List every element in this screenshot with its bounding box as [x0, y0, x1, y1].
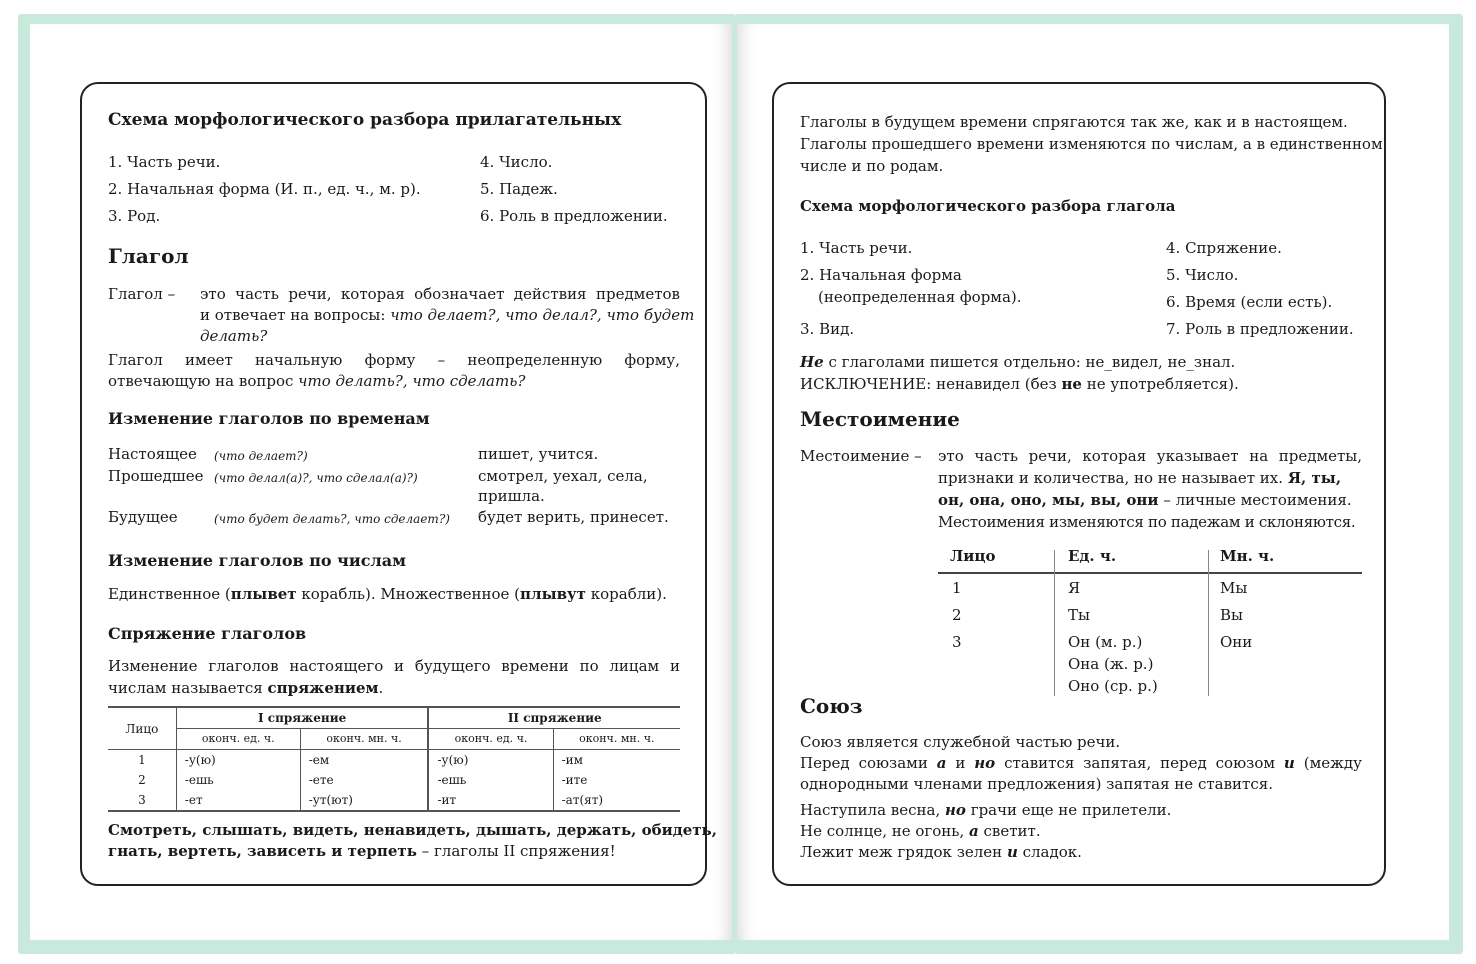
number-text [108, 584, 667, 605]
verb-def-line2b: что делает?, что делал?, что будет [390, 306, 695, 324]
verb-initial-line1: Глагол имеет начальную форму – неопределенную форму, [108, 351, 680, 369]
conj-group2-header: II спряжение [428, 707, 680, 729]
tense-future-examples: будет верить, принесет. [478, 508, 669, 526]
union-example-2 [800, 821, 1041, 842]
union-line2a: Перед союзами [800, 754, 937, 772]
union-line1: Союз является служебной частью речи. [800, 733, 1121, 751]
number-text-p1: Единственное ( [108, 585, 231, 603]
tense-future-question: (что будет делать?, что сделает?) [214, 512, 450, 526]
conj-row-3-c3: -ит [428, 790, 553, 811]
tense-present-examples: пишет, учится. [478, 445, 599, 463]
conj-row-3 [108, 790, 680, 811]
ne-rule-text: с глаголами пишется отдельно: не_видел, не_знал. [823, 353, 1236, 371]
pron-row-3-plural: Они [1220, 633, 1253, 651]
union-a: а [936, 754, 947, 772]
union-example-1 [800, 800, 1171, 821]
pron-row-1-singular: Я [1068, 579, 1081, 597]
conj-sub-1: оконч. ед. ч. [176, 729, 300, 750]
intro-line2: Глаголы прошедшего времени изменяются по числам, а в единственном [800, 135, 1383, 153]
tense-past: Прошедшее [108, 467, 204, 485]
ne-rule-bold: Не [800, 353, 824, 371]
exception-rule [800, 374, 1239, 395]
union-example-2b: а [969, 822, 979, 840]
verb-item-2-cont: (неопределенная форма). [818, 288, 1022, 306]
pron-row-3-person: 3 [952, 633, 962, 651]
tense-present: Настоящее [108, 445, 197, 463]
exception-text1: ненавидел (без [931, 375, 1062, 393]
conj-row-1 [108, 750, 680, 771]
verb-item-3: 3. Вид. [800, 320, 855, 338]
adj-item-1: 1. Часть речи. [108, 153, 221, 171]
left-panel [80, 82, 717, 886]
union-line2 [800, 753, 1362, 774]
conj-row-3-c1: -ет [176, 790, 300, 811]
verb-initial-line2b: что делать?, что сделать? [298, 372, 526, 390]
right-panel [772, 82, 1386, 886]
intro-line3: числе и по родам. [800, 157, 944, 175]
exception-text2: не употребляется). [1081, 375, 1239, 393]
union-line2d: (между [1294, 754, 1362, 772]
conj-row-1-c4: -им [553, 750, 680, 771]
union-title: Союз [800, 694, 863, 718]
pron-divider-2 [1208, 550, 1209, 696]
conj-row-2-c4: -ите [553, 770, 680, 790]
tense-past-examples-2: пришла. [478, 487, 545, 505]
pronoun-line2b: Я, ты, [1287, 469, 1342, 487]
pron-header-singular: Ед. ч. [1068, 547, 1117, 565]
tense-future: Будущее [108, 508, 178, 526]
union-example-1c: грачи еще не прилетели. [965, 801, 1172, 819]
conj-row-1-c3: -у(ю) [428, 750, 553, 771]
conj-def-line2c: . [378, 679, 384, 697]
conj-row-2-c1: -ешь [176, 770, 300, 790]
union-i: и [1283, 754, 1295, 772]
pron-row-3-singular-n: Оно (ср. р.) [1068, 677, 1158, 695]
exceptions-tail: – глаголы II спряжения! [416, 842, 616, 860]
verb-item-4: 4. Спряжение. [1166, 239, 1282, 257]
pron-row-3-singular-m: Он (м. р.) [1068, 633, 1143, 651]
union-example-3 [800, 842, 1082, 863]
pron-header-rule [938, 572, 1362, 574]
tense-past-examples: смотрел, уехал, села, [478, 467, 648, 485]
adj-item-3: 3. Род. [108, 207, 161, 225]
pron-row-2-plural: Вы [1220, 606, 1243, 624]
pronoun-title: Местоимение [800, 407, 960, 431]
adj-item-6: 6. Роль в предложении. [480, 207, 668, 225]
conj-row-2 [108, 770, 680, 790]
pronoun-line3 [938, 490, 1352, 511]
adj-item-4: 4. Число. [480, 153, 553, 171]
union-example-1a: Наступила весна, [800, 801, 945, 819]
verb-scheme-title: Схема морфологического разбора глагола [800, 197, 1176, 215]
union-example-3a: Лежит меж грядок зелен [800, 843, 1007, 861]
pron-row-3-singular-f: Она (ж. р.) [1068, 655, 1154, 673]
verb-def-line2 [200, 305, 694, 326]
union-line2b: и [946, 754, 975, 772]
conj-row-2-c2: -ете [300, 770, 428, 790]
pronoun-line3a: он, она, оно, мы, вы, они [938, 491, 1159, 509]
pronoun-term: Местоимение – [800, 447, 922, 465]
conj-def-line1: Изменение глаголов настоящего и будущего времени по лицам и [108, 657, 680, 675]
verb-def-line1: это часть речи, которая обозначает действия предметов [200, 285, 680, 303]
pron-row-2-person: 2 [952, 606, 962, 624]
adj-item-2: 2. Начальная форма (И. п., ед. ч., м. р). [108, 180, 421, 198]
pron-row-2-singular: Ты [1068, 606, 1090, 624]
union-example-2a: Не солнце, не огонь, [800, 822, 970, 840]
verb-def-line3: делать? [200, 327, 268, 345]
conj-sub-3: оконч. ед. ч. [428, 729, 553, 750]
pron-row-1-plural: Мы [1220, 579, 1248, 597]
conj-row-1-c2: -ем [300, 750, 428, 771]
intro-line1: Глаголы в будущем времени спрягаются так же, как и в настоящем. [800, 113, 1348, 131]
union-example-3b: и [1006, 843, 1018, 861]
pronoun-line1: это часть речи, которая указывает на предметы, [938, 447, 1362, 465]
union-example-2c: светит. [978, 822, 1041, 840]
pronoun-line4: Местоимения изменяются по падежам и склоняются. [938, 513, 1356, 531]
conj-row-3-person: 3 [138, 793, 146, 807]
ne-rule [800, 352, 1235, 373]
verb-def-line2a: и отвечает на вопросы: [200, 306, 391, 324]
tense-present-question: (что делает?) [214, 449, 308, 463]
conjugation-table [108, 706, 680, 812]
pronoun-line2a: признаки и количества, но не называет их. [938, 469, 1288, 487]
union-line3: однородными членами предложения) запятая не ставится. [800, 775, 1273, 793]
conj-def-line2 [108, 678, 383, 699]
verb-def-term: Глагол – [108, 285, 176, 303]
verb-item-5: 5. Число. [1166, 266, 1239, 284]
conj-def-line2a: числам называется [108, 679, 268, 697]
number-text-b1: плывет [230, 585, 297, 603]
pron-header-person: Лицо [950, 547, 996, 565]
exception-label: ИСКЛЮЧЕНИЕ: [800, 375, 932, 393]
tense-past-question: (что делал(а)?, что сделал(а)?) [214, 471, 418, 485]
union-no: но [974, 754, 996, 772]
union-example-1b: но [944, 801, 966, 819]
verb-item-1: 1. Часть речи. [800, 239, 913, 257]
number-text-b2: плывут [520, 585, 586, 603]
adj-title: Схема морфологического разбора прилагательных [108, 110, 622, 130]
verb-item-6: 6. Время (если есть). [1166, 293, 1333, 311]
number-title: Изменение глаголов по числам [108, 551, 407, 570]
tense-title: Изменение глаголов по временам [108, 409, 430, 428]
conj-row-3-c4: -ат(ят) [553, 790, 680, 811]
number-text-p2: корабль). Множественное ( [296, 585, 521, 603]
conj-group1-header: I спряжение [176, 707, 428, 729]
conj-title: Спряжение глаголов [108, 624, 307, 643]
verb-title: Глагол [108, 244, 189, 268]
verb-item-2: 2. Начальная форма [800, 266, 962, 284]
number-text-p3: корабли). [585, 585, 667, 603]
conj-row-1-person: 1 [138, 753, 146, 767]
pron-divider-1 [1054, 550, 1055, 696]
verb-item-7: 7. Роль в предложении. [1166, 320, 1354, 338]
pron-header-plural: Мн. ч. [1220, 547, 1275, 565]
union-line2c: ставится запятая, перед союзом [995, 754, 1284, 772]
conj-row-2-c3: -ешь [428, 770, 553, 790]
conj-sub-2: оконч. мн. ч. [300, 729, 428, 750]
conj-person-header: Лицо [108, 707, 176, 750]
conj-row-1-c1: -у(ю) [176, 750, 300, 771]
union-example-3c: сладок. [1017, 843, 1082, 861]
exceptions-line1: Смотреть, слышать, видеть, ненавидеть, дышать, держать, обидеть, [108, 821, 717, 839]
pron-row-1-person: 1 [952, 579, 962, 597]
exceptions-bold2: гнать, вертеть, зависеть и терпеть [108, 842, 417, 860]
conj-sub-4: оконч. мн. ч. [553, 729, 680, 750]
conj-row-2-person: 2 [138, 773, 146, 787]
exceptions-line2 [108, 841, 616, 862]
verb-initial-line2a: отвечающую на вопрос [108, 372, 299, 390]
pronoun-line3b: – личные местоимения. [1158, 491, 1352, 509]
conj-row-3-c2: -ут(ют) [300, 790, 428, 811]
conj-def-line2b: спряжением [267, 679, 379, 697]
pronoun-line2 [938, 468, 1341, 489]
exception-bold: не [1061, 375, 1082, 393]
verb-initial-line2 [108, 371, 525, 392]
adj-item-5: 5. Падеж. [480, 180, 558, 198]
